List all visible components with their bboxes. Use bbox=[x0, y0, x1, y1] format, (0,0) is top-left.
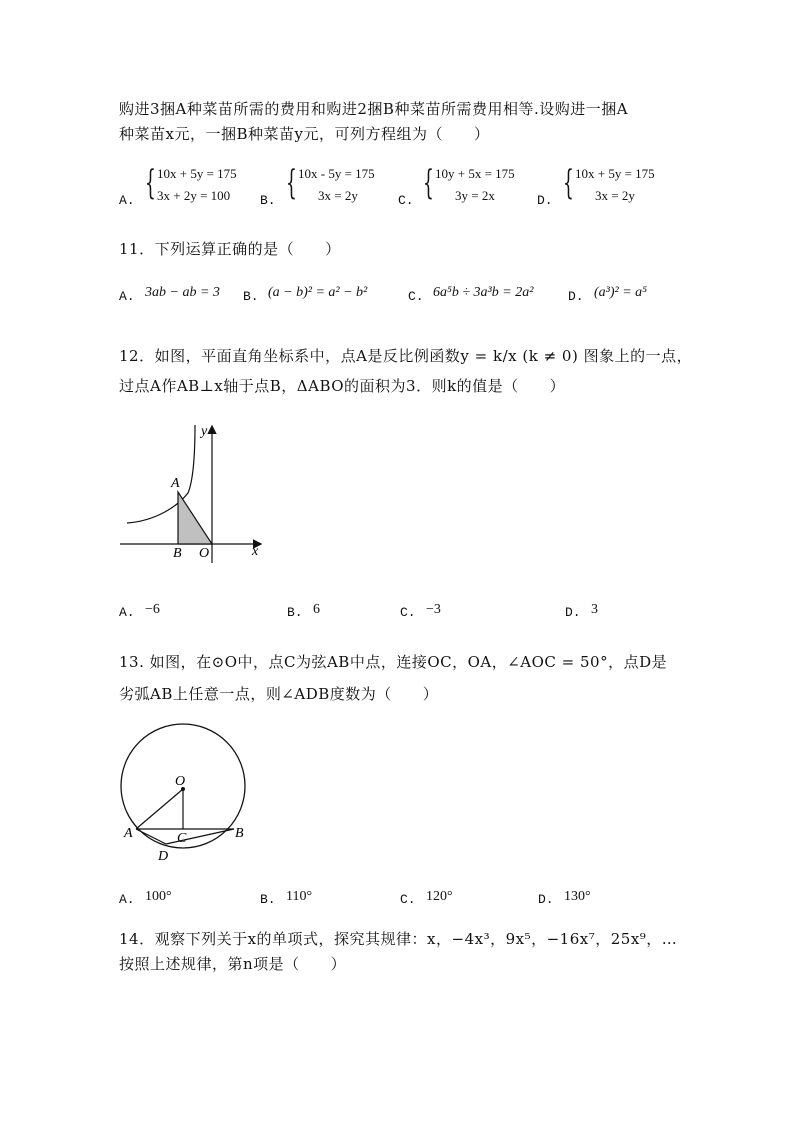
option-label: B. bbox=[287, 605, 303, 620]
q12-stem-line2: 过点A作AB⊥x轴于点B，ΔABO的面积为3．则k的值是（ ） bbox=[119, 377, 566, 395]
equation-1: 10x + 5y = 175 bbox=[157, 166, 237, 181]
option-label: A. bbox=[119, 193, 135, 208]
equation-1: 10x + 5y = 175 bbox=[575, 166, 655, 181]
option-text: 120° bbox=[426, 889, 453, 904]
label-o: O bbox=[199, 546, 210, 561]
brace-icon: { bbox=[286, 163, 297, 203]
option-label: C. bbox=[400, 892, 416, 907]
q10-stem-line1: 购进3捆A种菜苗所需的费用和购进2捆B种菜苗所需费用相等.设购进一捆A bbox=[119, 100, 629, 118]
option-label: A. bbox=[119, 289, 135, 304]
option-label: B. bbox=[243, 289, 259, 304]
equation-system bbox=[145, 163, 255, 209]
q13-figure bbox=[115, 715, 275, 865]
option-label: B. bbox=[260, 193, 276, 208]
option-label: A. bbox=[119, 605, 135, 620]
brace-icon: { bbox=[563, 163, 574, 203]
label-y: y bbox=[201, 424, 208, 439]
q13-stem-line2: 劣弧AB上任意一点，则∠ADB度数为（ ） bbox=[119, 685, 439, 703]
option-label: D. bbox=[565, 605, 581, 620]
equation-2: 3x = 2y bbox=[595, 188, 635, 203]
label-o: O bbox=[175, 774, 186, 789]
q11-stem: 11．下列运算正确的是（ ） bbox=[119, 240, 341, 258]
option-label: D. bbox=[537, 193, 553, 208]
option-text: 6a⁵b ÷ 3a³b = 2a² bbox=[433, 285, 534, 300]
equation-2: 3y = 2x bbox=[455, 188, 495, 203]
equation-system bbox=[286, 163, 396, 209]
label-c: C bbox=[177, 831, 187, 846]
equation-1: 10y + 5x = 175 bbox=[435, 166, 515, 181]
option-label: A. bbox=[119, 892, 135, 907]
option-label: C. bbox=[400, 605, 416, 620]
option-label: B. bbox=[260, 892, 276, 907]
equation-1: 10x - 5y = 175 bbox=[298, 166, 375, 181]
q12-stem-line1: 12．如图，平面直角坐标系中，点A是反比例函数y = k/x (k ≠ 0) 图象上的一点， bbox=[119, 347, 693, 365]
brace-icon: { bbox=[423, 163, 434, 203]
option-label: D. bbox=[538, 892, 554, 907]
equation-system bbox=[563, 163, 673, 209]
option-text: (a − b)² = a² − b² bbox=[268, 285, 368, 300]
label-x: x bbox=[252, 544, 259, 559]
option-text: 130° bbox=[564, 889, 591, 904]
q10-stem-line2: 种菜苗x元，一捆B种菜苗y元，可列方程组为（ ） bbox=[119, 125, 490, 143]
option-text: −3 bbox=[426, 602, 441, 617]
option-label: D. bbox=[568, 289, 584, 304]
segment-ad bbox=[136, 829, 166, 844]
option-text: 110° bbox=[286, 889, 313, 904]
equation-2: 3x + 2y = 100 bbox=[157, 188, 231, 203]
label-a: A bbox=[124, 826, 133, 841]
option-text: 6 bbox=[313, 602, 320, 617]
triangle-abo bbox=[178, 492, 212, 544]
q14-stem-line1: 14．观察下列关于x的单项式，探究其规律：x，−4x³，9x⁵，−16x⁷，25x⁹，… bbox=[119, 930, 678, 948]
option-label: C. bbox=[408, 289, 424, 304]
q14-stem-line2: 按照上述规律，第n项是（ ） bbox=[119, 955, 347, 973]
equation-2: 3x = 2y bbox=[318, 188, 358, 203]
option-label: C. bbox=[398, 193, 414, 208]
segment-oa bbox=[136, 789, 183, 829]
option-text: 3 bbox=[591, 602, 598, 617]
label-b: B bbox=[235, 826, 244, 841]
label-b: B bbox=[173, 546, 182, 561]
option-text: −6 bbox=[145, 602, 160, 617]
option-text: 3ab − ab = 3 bbox=[145, 285, 220, 300]
q13-stem-line1: 13. 如图，在⊙O中，点C为弦AB中点，连接OC，OA，∠AOC = 50°，点D是 bbox=[119, 653, 668, 671]
label-a: A bbox=[171, 476, 180, 491]
q12-figure bbox=[115, 415, 275, 565]
brace-icon: { bbox=[145, 163, 156, 203]
option-text: 100° bbox=[145, 889, 172, 904]
label-d: D bbox=[158, 849, 169, 864]
equation-system bbox=[423, 163, 533, 209]
option-text: (a³)² = a⁵ bbox=[594, 285, 648, 300]
